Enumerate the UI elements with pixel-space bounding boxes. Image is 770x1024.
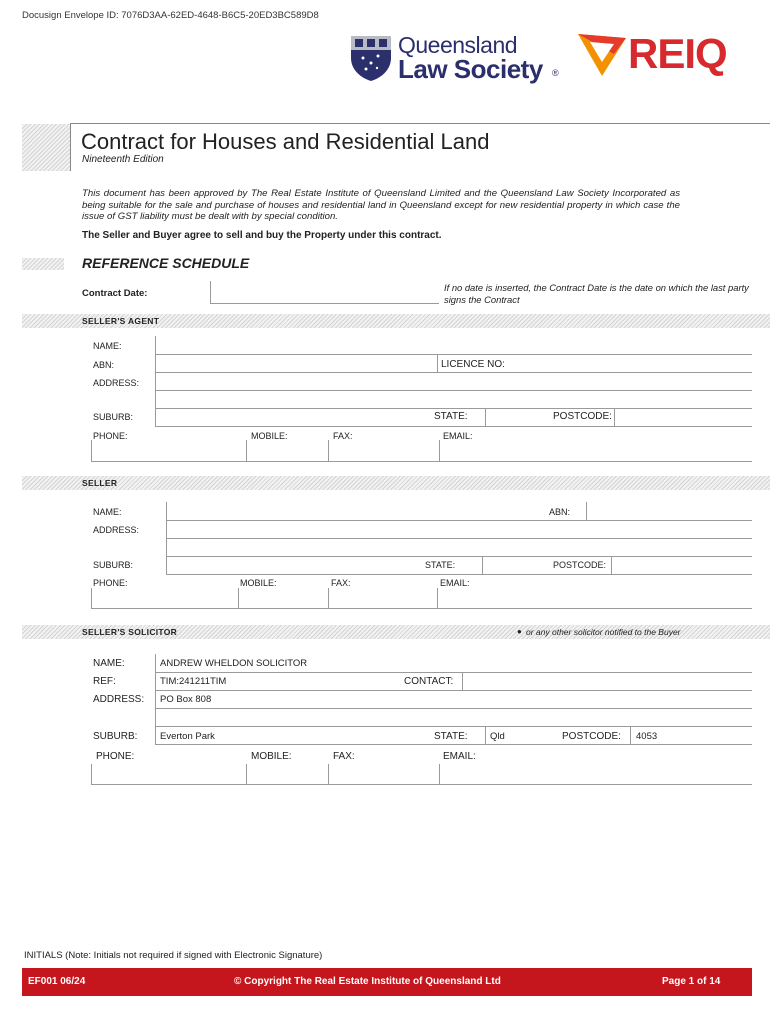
solicitor-email-label: EMAIL: — [443, 751, 476, 762]
footer-bar — [22, 968, 752, 996]
seller-name-field[interactable] — [166, 502, 167, 520]
seller-phone-field[interactable] — [91, 588, 92, 608]
solicitor-postcode-label: POSTCODE: — [562, 731, 621, 742]
bullet-icon: ● — [517, 627, 522, 636]
reiq-logo-text: REIQ — [628, 30, 727, 77]
solicitor-mobile-label: MOBILE: — [251, 751, 292, 762]
agent-abn-rule — [155, 372, 752, 373]
solicitor-phone-rule — [91, 784, 752, 785]
seller-address-rule2 — [166, 556, 752, 557]
seller-mobile-field[interactable] — [238, 588, 239, 608]
seller-email-label: EMAIL: — [440, 578, 470, 588]
initials-note: INITIALS (Note: Initials not required if signed with Electronic Signature) — [24, 950, 323, 961]
reference-hatch-band — [22, 258, 64, 270]
solicitor-contact-field[interactable] — [462, 672, 463, 690]
title-rule-vertical — [70, 123, 71, 171]
sellers-agent-heading: SELLER'S AGENT — [82, 316, 160, 326]
document-title: Contract for Houses and Residential Land — [81, 129, 490, 154]
agent-state-field[interactable] — [485, 408, 486, 426]
seller-name-rule — [166, 520, 752, 521]
registered-mark: ® — [552, 68, 559, 78]
agent-phone-label: PHONE: — [93, 431, 128, 441]
title-rule — [70, 123, 770, 124]
agent-licence-field[interactable] — [437, 354, 438, 372]
agent-email-label: EMAIL: — [443, 431, 473, 441]
agent-name-label: NAME: — [93, 341, 122, 351]
document-edition: Nineteenth Edition — [82, 154, 164, 165]
contract-date-note: If no date is inserted, the Contract Date is the date on which the last party signs the Contract — [444, 282, 749, 305]
solicitor-state-divider — [485, 726, 486, 744]
solicitor-email-field[interactable] — [439, 764, 440, 784]
contract-date-label: Contract Date: — [82, 288, 148, 299]
seller-abn-field[interactable] — [586, 502, 587, 520]
agent-suburb-field[interactable] — [155, 408, 156, 426]
solicitor-suburb-label: SUBURB: — [93, 731, 138, 742]
solicitor-address-label: ADDRESS: — [93, 694, 145, 705]
agent-name-field[interactable] — [155, 336, 156, 354]
agent-suburb-label: SUBURB: — [93, 412, 134, 422]
qls-shield-logo — [348, 32, 394, 82]
solicitor-phone-label: PHONE: — [96, 751, 135, 762]
seller-address-label: ADDRESS: — [93, 525, 140, 535]
solicitor-name-value[interactable]: ANDREW WHELDON SOLICITOR — [160, 658, 308, 669]
solicitor-postcode-divider — [630, 726, 631, 744]
seller-postcode-field[interactable] — [611, 556, 612, 574]
copyright-notice: © Copyright The Real Estate Institute of Queensland Ltd — [234, 976, 501, 987]
solicitor-ref-label: REF: — [93, 676, 116, 687]
agent-postcode-label: POSTCODE: — [553, 411, 612, 422]
seller-address-rule1 — [166, 538, 752, 539]
form-code: EF001 06/24 — [28, 976, 86, 987]
seller-phone-label: PHONE: — [93, 578, 128, 588]
solicitor-state-value[interactable]: Qld — [490, 731, 505, 742]
envelope-id: Docusign Envelope ID: 7076D3AA-62ED-4648-B6C5-20ED3BC589D8 — [22, 10, 319, 21]
agent-mobile-field[interactable] — [246, 440, 247, 461]
agent-abn-label: ABN: — [93, 360, 115, 370]
solicitor-state-label: STATE: — [434, 731, 468, 742]
seller-phone-rule — [91, 608, 752, 609]
agent-address-rule1 — [155, 390, 752, 391]
agreement-statement: The Seller and Buyer agree to sell and buy the Property under this contract. — [82, 230, 442, 241]
qls-logo-line1: Queensland — [398, 32, 518, 58]
reference-schedule-heading: REFERENCE SCHEDULE — [82, 255, 250, 271]
seller-postcode-label: POSTCODE: — [553, 560, 607, 570]
seller-heading: SELLER — [82, 478, 118, 488]
agent-address-label: ADDRESS: — [93, 378, 140, 388]
intro-paragraph: This document has been approved by The Real Estate Institute of Queensland Limited and the Queensland Law Society Incorporated as being suitable for the sale and purchase of houses and residential land in Queensland except for new residential property in which case the issue of GST liability must be dealt with by special condition. — [82, 188, 680, 223]
seller-suburb-label: SUBURB: — [93, 560, 134, 570]
solicitor-fax-field[interactable] — [328, 764, 329, 784]
solicitor-name-label: NAME: — [93, 658, 125, 669]
agent-postcode-field[interactable] — [614, 408, 615, 426]
agent-state-label: STATE: — [434, 411, 468, 422]
seller-mobile-label: MOBILE: — [240, 578, 277, 588]
agent-mobile-label: MOBILE: — [251, 431, 288, 441]
solicitor-ref-value[interactable]: TIM:241211TIM — [160, 676, 227, 687]
sellers-solicitor-heading: SELLER'S SOLICITOR — [82, 627, 178, 637]
seller-email-field[interactable] — [437, 588, 438, 608]
solicitor-name-rule — [155, 672, 752, 673]
seller-fax-field[interactable] — [328, 588, 329, 608]
seller-section-band — [22, 476, 770, 490]
seller-fax-label: FAX: — [331, 578, 351, 588]
solicitor-address-rule2 — [155, 726, 752, 727]
agent-abn-field[interactable] — [155, 354, 156, 372]
solicitor-phone-field[interactable] — [91, 764, 92, 784]
solicitor-ref-divider — [155, 672, 156, 690]
solicitor-suburb-value[interactable]: Everton Park — [160, 731, 215, 742]
agent-phone-rule — [91, 461, 752, 462]
solicitor-name-divider — [155, 654, 156, 672]
agent-licence-label: LICENCE NO: — [441, 359, 505, 370]
agent-address-rule2 — [155, 408, 752, 409]
solicitor-mobile-field[interactable] — [246, 764, 247, 784]
solicitor-suburb-divider — [155, 726, 156, 744]
page-number: Page 1 of 14 — [662, 976, 721, 987]
contract-date-field[interactable] — [210, 281, 439, 304]
seller-state-label: STATE: — [425, 560, 456, 570]
solicitor-note: or any other solicitor notified to the Buyer — [526, 627, 681, 637]
solicitor-ref-rule — [155, 690, 752, 691]
solicitor-suburb-rule — [155, 744, 752, 745]
seller-state-field[interactable] — [482, 556, 483, 574]
seller-name-label: NAME: — [93, 507, 122, 517]
title-hatch-band — [22, 124, 70, 171]
agent-name-rule — [155, 354, 752, 355]
solicitor-postcode-value[interactable]: 4053 — [636, 731, 658, 742]
qls-logo-line2: Law Society — [398, 54, 543, 84]
agent-fax-field[interactable] — [328, 440, 329, 461]
solicitor-address-rule1 — [155, 708, 752, 709]
solicitor-fax-label: FAX: — [333, 751, 355, 762]
seller-suburb-field[interactable] — [166, 556, 167, 574]
seller-suburb-rule — [166, 574, 752, 575]
sellers-agent-section-band — [22, 314, 770, 328]
solicitor-address-value[interactable]: PO Box 808 — [160, 694, 212, 705]
agent-email-field[interactable] — [439, 440, 440, 461]
seller-abn-label: ABN: — [549, 507, 571, 517]
agent-fax-label: FAX: — [333, 431, 353, 441]
agent-suburb-rule — [155, 426, 752, 427]
reiq-logo-mark — [576, 30, 628, 78]
solicitor-contact-label: CONTACT: — [404, 676, 454, 687]
agent-phone-field[interactable] — [91, 440, 92, 461]
